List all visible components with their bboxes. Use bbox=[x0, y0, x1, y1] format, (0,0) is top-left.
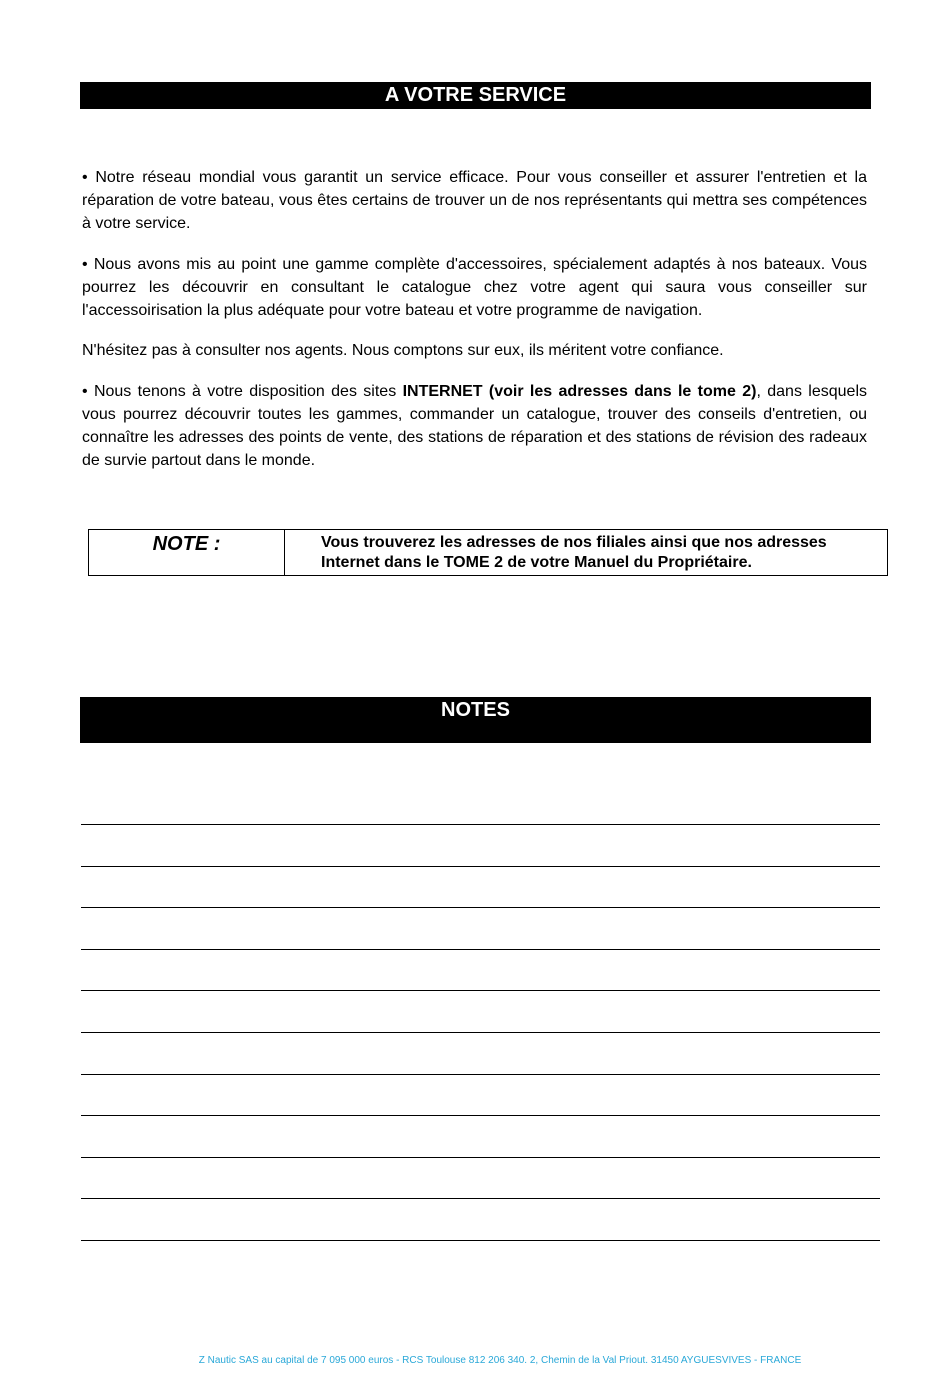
note-writing-line bbox=[81, 1115, 880, 1116]
note-writing-line bbox=[81, 866, 880, 867]
note-writing-line bbox=[81, 907, 880, 908]
notes-title-text: NOTES bbox=[441, 699, 510, 721]
note-writing-line bbox=[81, 1032, 880, 1033]
note-text: Vous trouverez les adresses de nos filiales ainsi que nos adresses Internet dans le TOME 2 de votre Manuel du Propriétaire. bbox=[321, 534, 827, 571]
note-label: NOTE : bbox=[89, 530, 285, 575]
service-body bbox=[82, 166, 867, 489]
service-section-title bbox=[80, 82, 871, 109]
note-writing-line bbox=[81, 1157, 880, 1158]
note-writing-line bbox=[81, 1240, 880, 1241]
paragraph-network: • Notre réseau mondial vous garantit un service efficace. Pour vous conseiller et assurer l'entretien et la réparation de votre bateau, vous êtes certains de trouver un de nos représentants qui mettra ses compétences à votre service. bbox=[82, 169, 867, 232]
note-box bbox=[88, 529, 888, 576]
paragraph-internet-bold: INTERNET (voir les adresses dans le tome 2) bbox=[402, 382, 757, 400]
service-title-text: A VOTRE SERVICE bbox=[384, 84, 567, 106]
note-writing-line bbox=[81, 990, 880, 991]
note-writing-line bbox=[81, 1198, 880, 1199]
notes-section-title bbox=[80, 697, 871, 743]
footer: Z Nautic SAS au capital de 7 095 000 euros - RCS Toulouse 812 206 340. 2, Chemin de la Val Priout. 31450 AYGUESVIVES - FRANCE bbox=[198, 1355, 802, 1366]
paragraph-agents: N'hésitez pas à consulter nos agents. Nous comptons sur eux, ils méritent votre confiance. bbox=[82, 342, 724, 359]
paragraph-internet-end: , dans lesquels vous pourrez découvrir toutes les gammes, commander un catalogue, trouver des conseils d'entretien, ou connaître les adresses des points de vente, des stations de réparation et des stations de révision des radeaux de survie partout dans le monde. bbox=[82, 382, 868, 469]
paragraph-internet bbox=[82, 380, 867, 472]
note-writing-line bbox=[81, 949, 880, 950]
note-writing-line bbox=[81, 824, 880, 825]
paragraph-accessories: • Nous avons mis au point une gamme complète d'accessoires, spécialement adaptés à nos bateaux. Vous pourrez les découvrir en consultant le catalogue chez votre agent qui saura vous conseiller sur l'accessoirisation la plus adéquate pour votre bateau et votre programme de navigation. bbox=[82, 255, 867, 319]
note-writing-line bbox=[81, 1074, 880, 1075]
paragraph-internet-start: • Nous tenons à votre disposition des sites bbox=[82, 382, 403, 400]
